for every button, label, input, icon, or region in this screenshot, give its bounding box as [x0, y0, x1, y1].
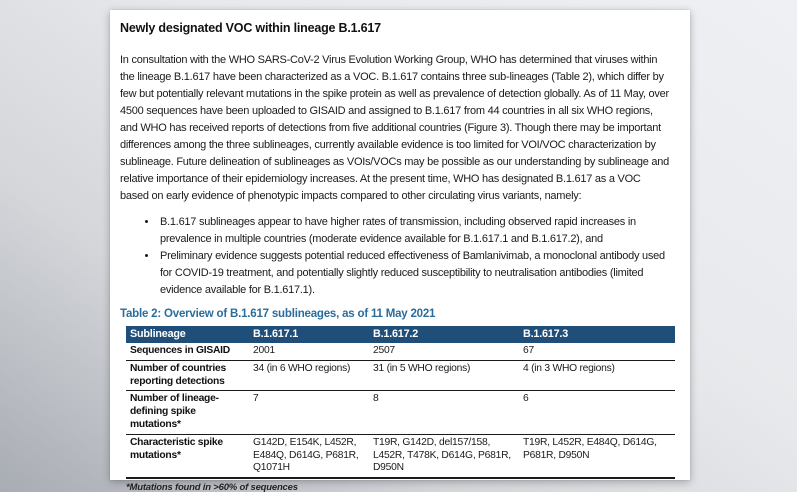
- cell: G142D, E154K, L452R, E484Q, D614G, P681R, Q1071H: [249, 434, 369, 478]
- intro-paragraph: In consultation with the WHO SARS-CoV-2 Virus Evolution Working Group, WHO has determined that viruses within the lineage B.1.617 have been characterized as a VOC. B.1.617 contains three sub-lineages (Table 2), which differ by few but potentially relevant mutations in the spike protein as well as prevalence of detection globally. As of 11 May, over 4500 sequences have been uploaded to GISAID and assigned to B.1.617 from 44 countries in all six WHO regions, and WHO has received reports of detections from five additional countries (Figure 3). Though there may be important differences among the three sublineages, currently available evidence is too limited for VOI/VOC characterization by sublineage. Future delineation of sublineages as VOIs/VOCs may be possible as our understanding by sublineage and relative importance of their epidemiology increases. At the present time, WHO has designated B.1.617 as a VOC based on early evidence of phenotypic impacts compared to other circulating virus variants, namely:: [120, 54, 670, 202]
- cell: T19R, G142D, del157/158, L452R, T478K, D614G, P681R, D950N: [369, 434, 519, 478]
- cell: 2507: [369, 343, 519, 360]
- row-sequences-in-gisaid: [126, 343, 675, 360]
- cell: 7: [249, 391, 369, 434]
- section-title: Newly designated VOC within lineage B.1.617: [120, 21, 381, 35]
- header-b-1-617-1: B.1.617.1: [249, 326, 369, 343]
- cell: 4 (in 3 WHO regions): [519, 360, 675, 391]
- cell: 2001: [249, 343, 369, 360]
- cell: 31 (in 5 WHO regions): [369, 360, 519, 391]
- header-b-1-617-2: B.1.617.2: [369, 326, 519, 343]
- row-lineage-defining-mutations: [126, 391, 675, 434]
- table-header-row: [126, 326, 675, 343]
- row-label: Number of lineage-defining spike mutations*: [126, 391, 249, 434]
- bullet-item-treatment: • Preliminary evidence suggests potential reduced effectiveness of Bamlanivimab, a monoclonal antibody used for COVID-19 treatment, and potentially slightly reduced susceptibility to neutralisation antibodies (limited evidence available for B.1.617.1).: [158, 248, 672, 299]
- document-page: [110, 10, 690, 493]
- cell: 67: [519, 343, 675, 360]
- cell: T19R, L452R, E484Q, D614G, P681R, D950N: [519, 434, 675, 478]
- cell: 8: [369, 391, 519, 434]
- table-caption: Table 2: Overview of B.1.617 sublineages, as of 11 May 2021: [120, 308, 436, 320]
- row-label: Sequences in GISAID: [126, 343, 249, 360]
- cell: 34 (in 6 WHO regions): [249, 360, 369, 391]
- row-label: Characteristic spike mutations*: [126, 434, 249, 478]
- row-countries-reporting: [126, 360, 675, 391]
- row-label: Number of countries reporting detections: [126, 360, 249, 391]
- header-b-1-617-3: B.1.617.3: [519, 326, 675, 343]
- bullet-list: [120, 214, 672, 299]
- header-sublineage: Sublineage: [126, 326, 249, 343]
- bullet-item-transmission: • B.1.617 sublineages appear to have higher rates of transmission, including observed rapid increases in prevalence in multiple countries (moderate evidence available for B.1.617.1 and B.1.617.2), and: [158, 214, 672, 248]
- cell: 6: [519, 391, 675, 434]
- row-characteristic-mutations: [126, 434, 675, 478]
- sublineage-table: [126, 326, 675, 479]
- table-footnote: *Mutations found in >60% of sequences: [126, 482, 298, 493]
